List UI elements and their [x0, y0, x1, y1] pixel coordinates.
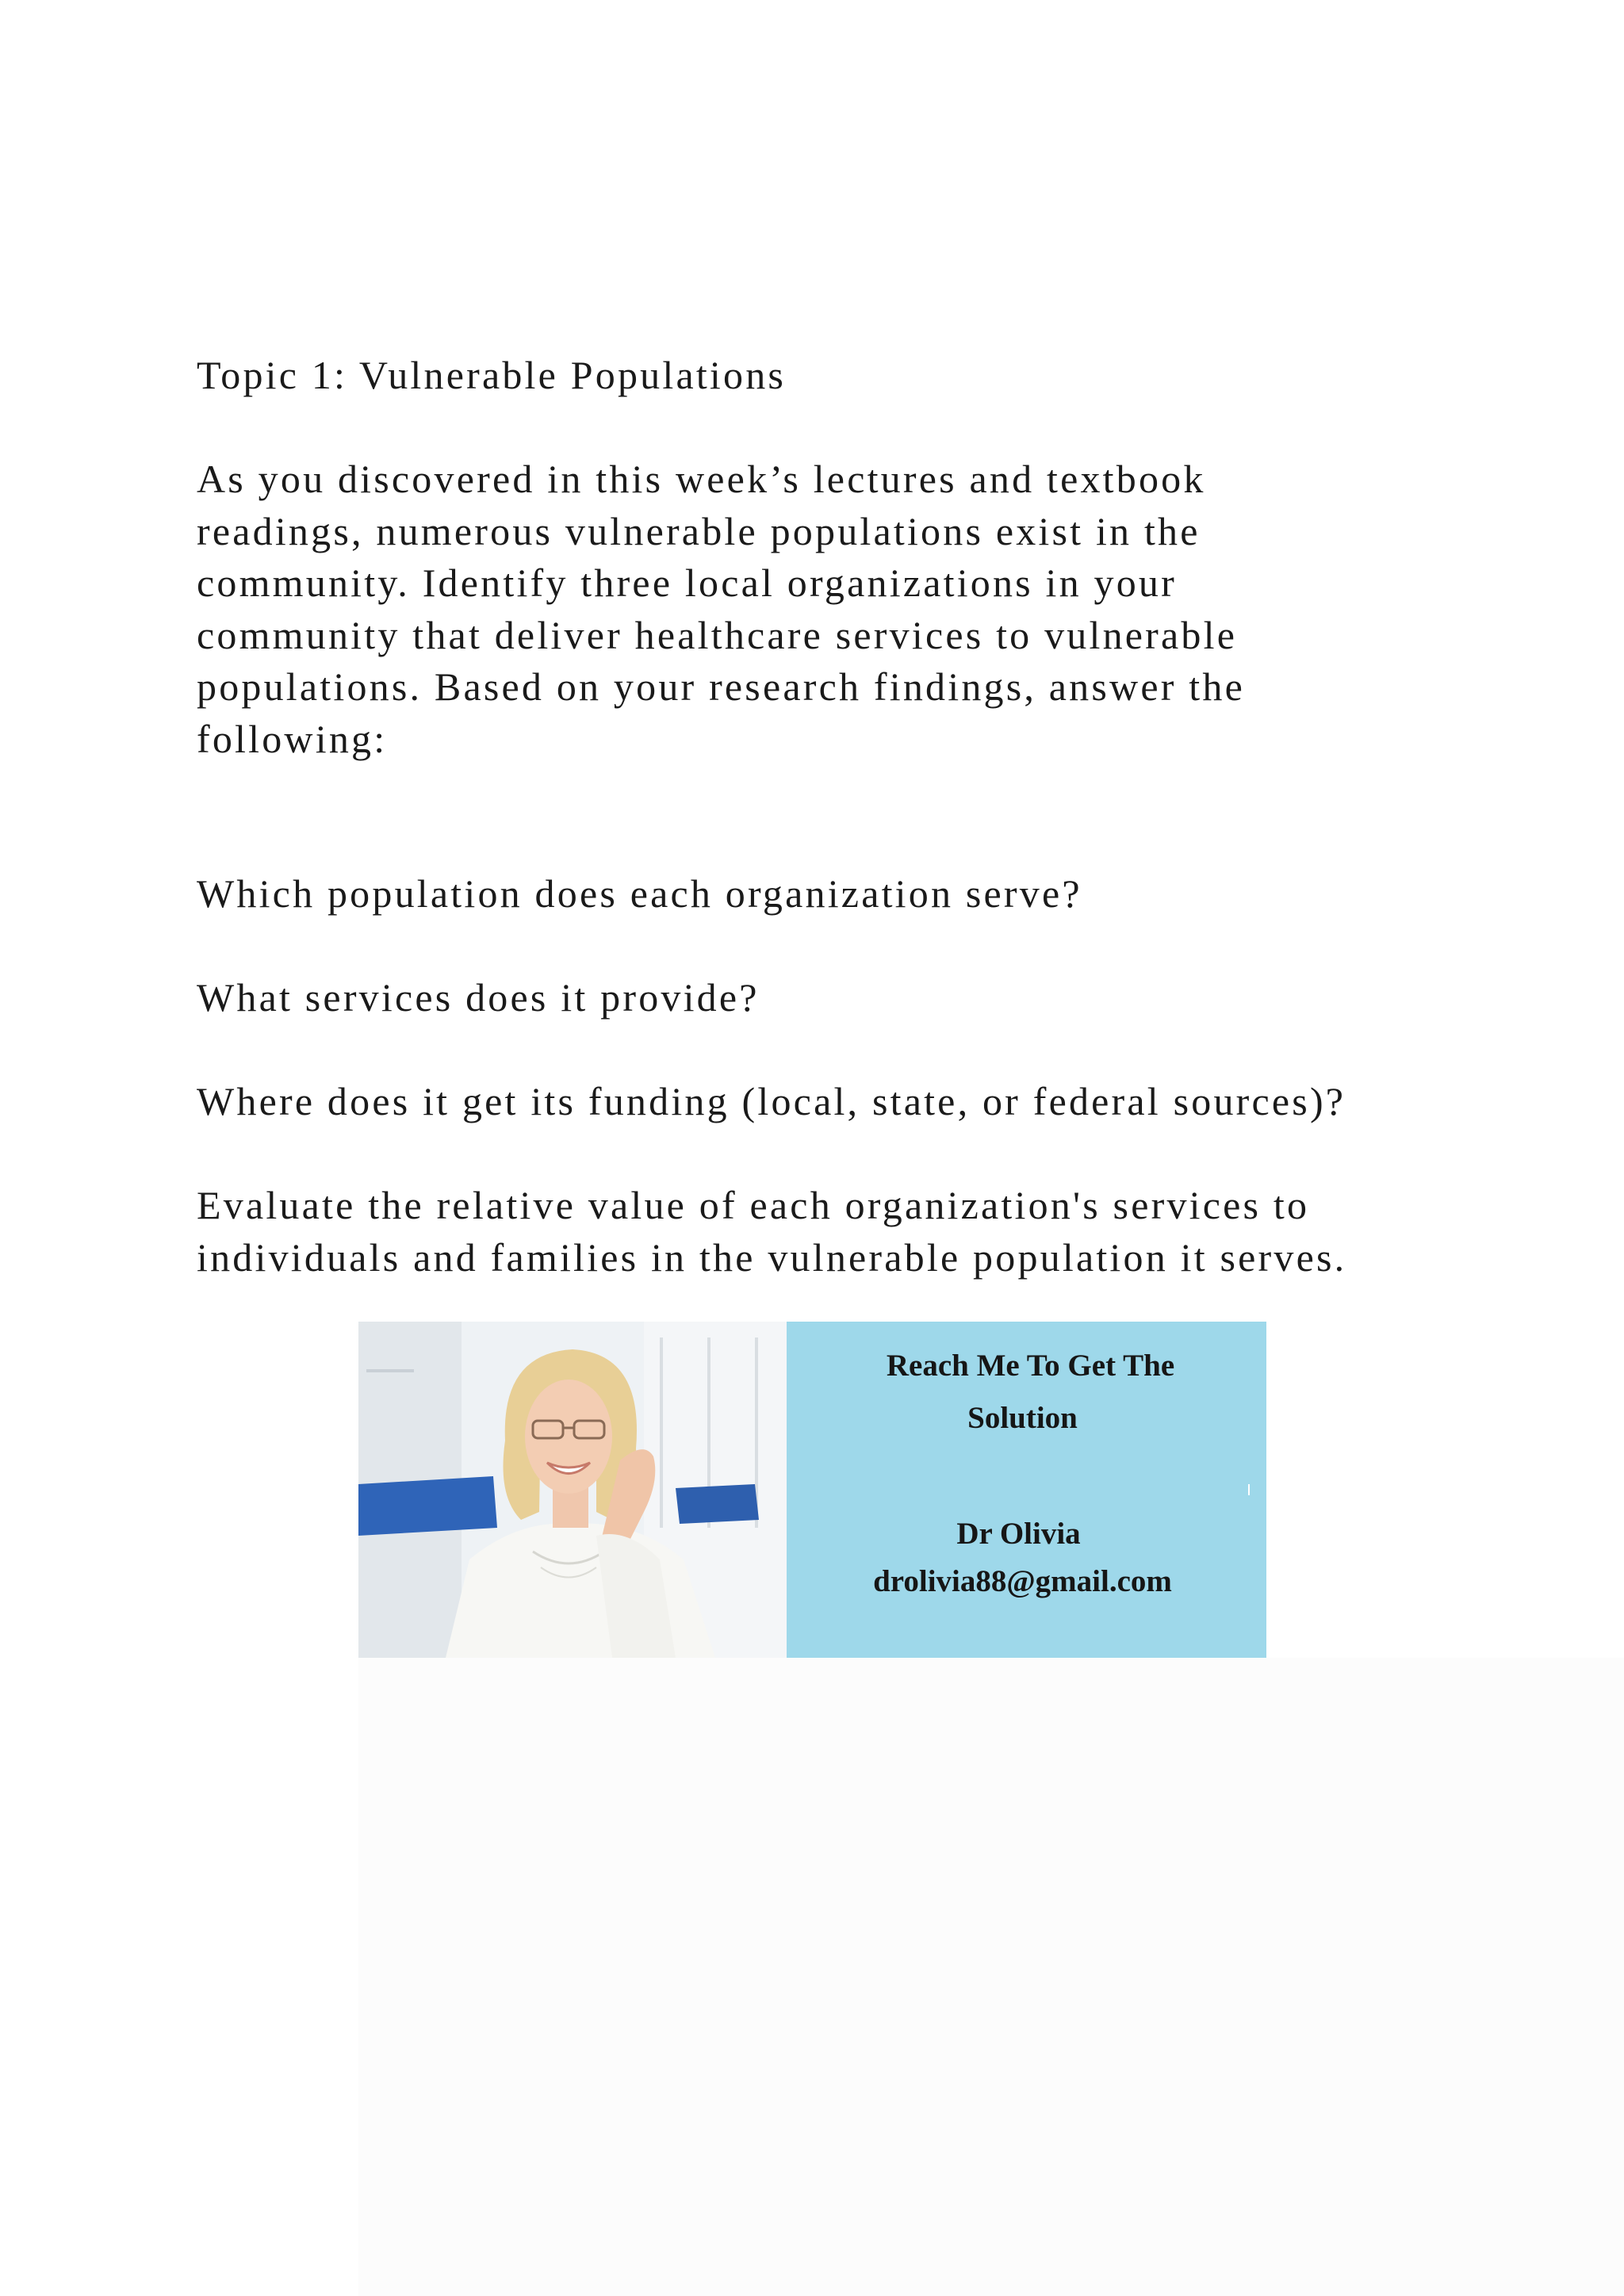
- intro-line: community that deliver healthcare services to vulnerable: [197, 612, 1238, 657]
- question-population: [197, 868, 1561, 920]
- question-evaluate: [197, 1180, 1561, 1284]
- question-funding: [197, 1076, 1561, 1128]
- promo-banner[interactable]: [358, 1322, 1266, 1658]
- topic-title: [197, 350, 1561, 402]
- question-text: Evaluate the relative value of each organization's services to: [197, 1183, 1310, 1227]
- intro-line: populations. Based on your research findings, answer the: [197, 664, 1245, 709]
- intro-line: As you discovered in this week’s lectures and textbook: [197, 457, 1206, 501]
- question-text: What services does it provide?: [197, 975, 760, 1020]
- divider-mark: [1248, 1484, 1250, 1495]
- tutor-photo: [358, 1322, 787, 1658]
- topic-title-text: Topic 1: Vulnerable Populations: [197, 353, 787, 397]
- intro-paragraph: [197, 453, 1561, 765]
- contact-email[interactable]: drolivia88@gmail.com: [873, 1564, 1172, 1598]
- question-services: [197, 972, 1561, 1024]
- question-text: Which population does each organization serve?: [197, 871, 1082, 916]
- card-heading-line1: Reach Me To Get The: [886, 1349, 1175, 1383]
- question-text: individuals and families in the vulnerable population it serves.: [197, 1234, 1347, 1280]
- intro-line: following:: [197, 716, 388, 761]
- intro-line: readings, numerous vulnerable populations exist in the: [197, 508, 1201, 553]
- contact-card[interactable]: [787, 1322, 1266, 1658]
- intro-line: community. Identify three local organizations in your: [197, 561, 1177, 605]
- contact-name: Dr Olivia: [956, 1517, 1081, 1551]
- blank-panel: [358, 1658, 1624, 2296]
- question-text: Where does it get its funding (local, state, or federal sources)?: [197, 1079, 1346, 1123]
- card-heading-line2: Solution: [967, 1401, 1078, 1435]
